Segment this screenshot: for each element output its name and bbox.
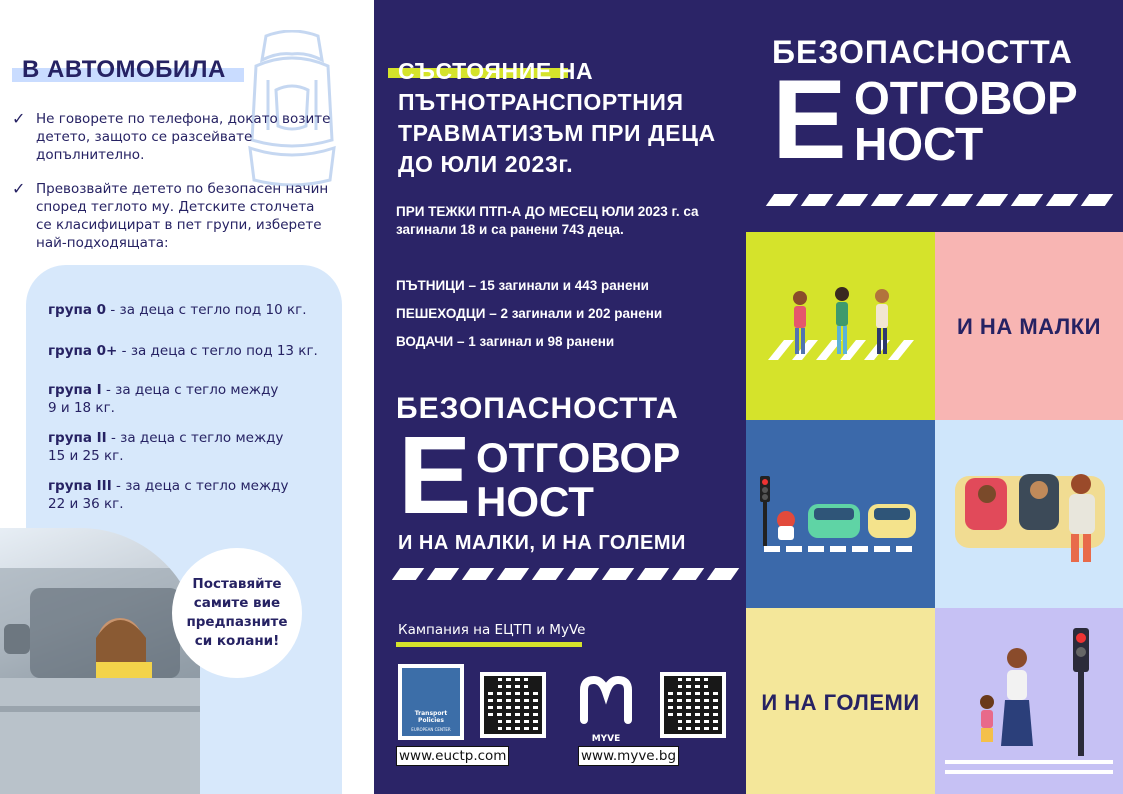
group-desc: - за деца с тегло между 22 и 36 кг.: [48, 478, 289, 512]
panel-cover: [746, 0, 1123, 794]
campaign-logo: [396, 392, 736, 554]
group-desc: - за деца с тегло под 13 кг.: [117, 343, 318, 359]
logo-word-safety: БЕЗОПАСНОСТТА: [772, 34, 1073, 70]
tile-kids-crossing: [746, 232, 935, 420]
group-desc: - за деца с тегло между 15 и 25 кг.: [48, 430, 284, 464]
campaign-underline: [396, 642, 582, 647]
panel-in-the-car: [0, 0, 374, 794]
tip-text: Не говорете по телефона, докато возите детето, защото се разсейвате допълнително.: [36, 111, 331, 163]
stat-pedestrians: ПЕШЕХОДЦИ – 2 загинали и 202 ранени: [396, 306, 663, 321]
group-item: [48, 429, 288, 465]
statistics-intro: ПРИ ТЕЖКИ ПТП-А ДО МЕСЕЦ ЮЛИ 2023 г. са загинали 18 и са ранени 743 деца.: [396, 204, 699, 237]
logo-word-ibility: НОСТ: [854, 118, 984, 170]
group-name: група 0: [48, 302, 107, 318]
tile-big-label: И НА ГОЛЕМИ: [761, 690, 920, 715]
tip-child-seat: [12, 180, 332, 252]
check-icon: ✓: [12, 179, 26, 198]
group-item: [48, 381, 288, 417]
campaign-text: Кампания на ЕЦТП и MyVe: [398, 622, 586, 638]
crosswalk-stripes: [770, 194, 1109, 206]
group-item: [48, 477, 298, 513]
in-car-heading: [12, 56, 226, 84]
tip-phone: [12, 110, 332, 164]
mother-child-illustration: [935, 608, 1123, 794]
tile-for-big: [746, 608, 935, 794]
group-item: [48, 301, 328, 319]
qr-code-icon[interactable]: [480, 672, 546, 738]
group-name: група II: [48, 430, 107, 446]
panel-statistics: [374, 0, 746, 794]
logo-word-ibility: НОСТ: [476, 478, 594, 525]
in-car-title: В АВТОМОБИЛА: [22, 56, 226, 83]
car-illustration: [0, 528, 200, 794]
transport-policies-logo: [398, 664, 464, 740]
euctp-link[interactable]: www.euctp.com: [396, 746, 509, 766]
tile-small-label: И НА МАЛКИ: [957, 314, 1101, 339]
tip-text: Превозвайте детето по безопасен начин според теглото му. Детските столчета се класифицират в пет групи, изберете най-подходящата:: [36, 181, 329, 251]
myve-logo-icon: [578, 672, 634, 744]
tile-traffic: [746, 420, 935, 608]
logo-word-respons: ОТГОВОР: [854, 72, 1078, 124]
group-desc: - за деца с тегло между 9 и 18 кг.: [48, 382, 279, 416]
photo-girl-in-car: [0, 528, 200, 794]
group-name: група 0+: [48, 343, 118, 359]
traffic-light-icon: [1073, 628, 1089, 756]
stat-passengers: ПЪТНИЦИ – 15 загинали и 443 ранени: [396, 278, 649, 293]
group-item: [48, 342, 328, 360]
group-name: група III: [48, 478, 112, 494]
tp-logo-text: Transport Policies: [414, 710, 448, 724]
tile-mother-child: [935, 608, 1123, 794]
logo-big-e: Е: [772, 57, 847, 182]
seatbelt-bubble: [172, 548, 302, 678]
tp-logo-subtext: EUROPEAN CENTER: [411, 727, 451, 732]
logo-tagline: И НА МАЛКИ, И НА ГОЛЕМИ: [398, 532, 686, 554]
check-icon: ✓: [12, 109, 26, 128]
myve-link[interactable]: www.myve.bg: [578, 746, 679, 766]
car-seats-illustration: [935, 420, 1123, 608]
tile-car-seats: [935, 420, 1123, 608]
kids-crossing-illustration: [746, 232, 935, 420]
logo-word-respons: ОТГОВОР: [476, 434, 681, 481]
group-desc: - за деца с тегло под 10 кг.: [106, 302, 307, 318]
statistics-title: СЪСТОЯНИЕ НА ПЪТНОТРАНСПОРТНИЯ ТРАВМАТИЗЪМ ПРИ ДЕЦА ДО ЮЛИ 2023г.: [398, 58, 716, 177]
logo-word-safety: БЕЗОПАСНОСТТА: [396, 392, 679, 425]
traffic-light-icon: [760, 476, 770, 546]
crosswalk-stripes: [396, 568, 735, 580]
bubble-text: Поставяйте самите вие предпазните си колани!: [186, 576, 288, 649]
cover-header: [746, 0, 1123, 232]
qr-code-icon[interactable]: [660, 672, 726, 738]
traffic-illustration: [746, 420, 935, 608]
group-name: група I: [48, 382, 102, 398]
myve-logo-text: MYVE: [591, 734, 621, 744]
tile-for-small: [935, 232, 1123, 420]
logo-big-e: Е: [398, 414, 472, 537]
cover-logo: [772, 34, 1112, 182]
stat-drivers: ВОДАЧИ – 1 загинал и 98 ранени: [396, 334, 615, 349]
